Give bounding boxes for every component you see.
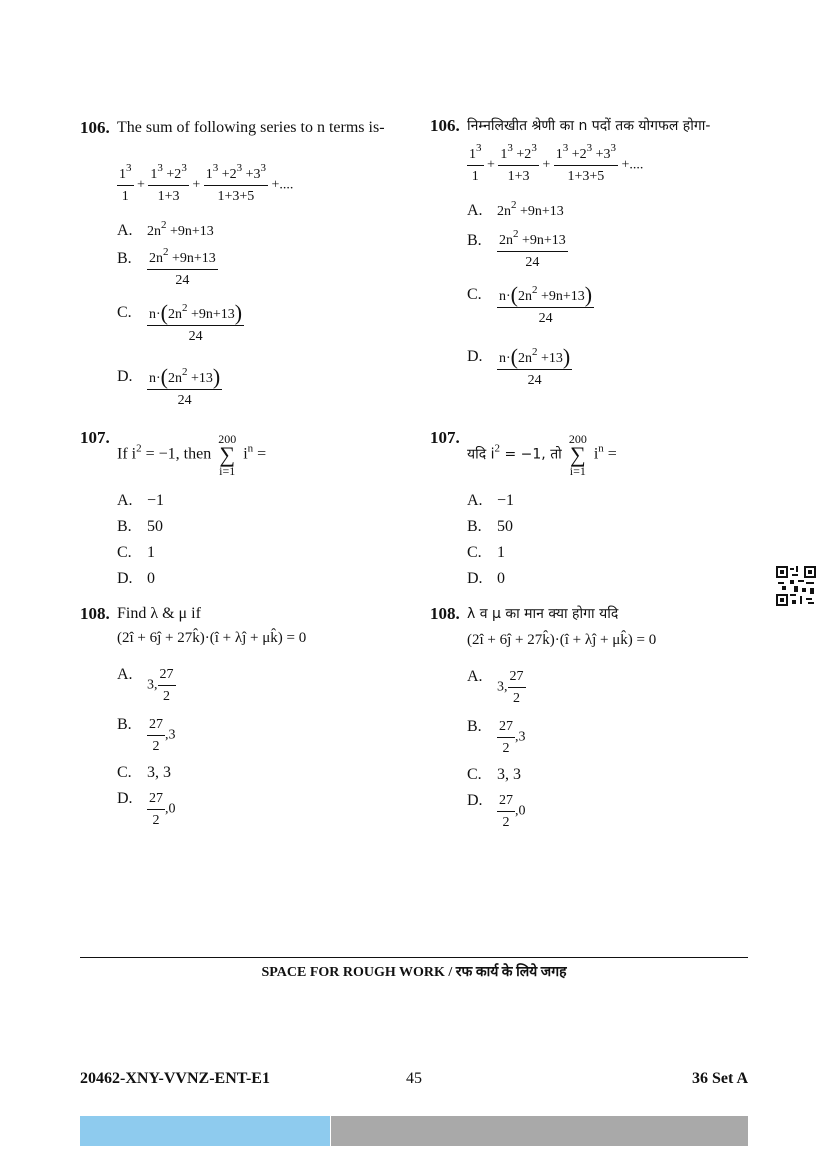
- footer-code: 20462-XNY-VVNZ-ENT-E1: [80, 1070, 270, 1087]
- question-stem: यदि $i^2 = -1$, तो 200 ∑ i=1 $i^n$ =: [467, 432, 617, 478]
- question-stem: Find λ & μ if: [117, 605, 201, 622]
- question-stem: निम्नलिखीत श्रेणी का n पदों तक योगफल होगा-: [467, 118, 711, 134]
- question-number: 106.: [80, 118, 110, 137]
- equation: (2î + 6ĵ + 27k̂)·(î + λĵ + μk̂) = 0: [467, 632, 657, 648]
- equation: (2î + 6ĵ + 27k̂)·(î + λĵ + μk̂) = 0: [117, 630, 307, 646]
- series-expression: $\frac{1^3}{1}$ + $\frac{1^3 +2^3}{1+3}$ + $\frac{1^3 +2^3 +3^3}{1+3+5}$ +....: [119, 162, 294, 204]
- question-number: 106.: [430, 116, 460, 135]
- question-107-hi: 107. यदि $i^2 = -1$, तो 200 ∑ i=1 $i^n$ = A. −1 B. 50 C. 1 D. 0: [430, 428, 617, 587]
- footer-set: 36 Set A: [692, 1070, 748, 1087]
- question-stem: If $i^2 = -1$, then 200 ∑ i=1 $i^n$ =: [117, 432, 267, 478]
- question-106-en: 106. The sum of following series to n terms is- $\frac{1^3}{1}$ + $\frac{1^3 +2^3}{1+3}$ + $\frac{1^3 +2^3 +3^3}{1+3+5}$ +.... A. $2n^2 +9n+13$ B. $\frac{2n^2 +9n+13}{24}$ C. $\frac{n\cdot(2n^2 +9n+13)}{24}$ D. $\frac{n\cdot(2n^2 +13)}{24}$: [80, 118, 410, 418]
- rough-work-label: SPACE FOR ROUGH WORK / रफ कार्य के लिये जगह: [261, 965, 567, 980]
- question-106-hi: 106. निम्नलिखीत श्रेणी का n पदों तक योगफल होगा- $\frac{1^3}{1}$ + $\frac{1^3 +2^3}{1+3}$ + $\frac{1^3 +2^3 +3^3}{1+3+5}$ +.... A. $2n^2 +9n+13$ B. $\frac{2n^2 +9n+13}{24}$ C. $\frac{n\cdot(2n^2 +9n+13)}{24}$ D. $\frac{n\cdot(2n^2 +13)}{24}$: [430, 116, 711, 388]
- qr-code-icon: [776, 566, 816, 606]
- question-stem: λ व μ का मान क्या होगा यदि: [467, 606, 619, 622]
- question-stem: The sum of following series to n terms is-: [117, 119, 385, 136]
- page-number: 45: [406, 1070, 422, 1087]
- footer-bar-gray: [331, 1116, 748, 1146]
- question-number: 107.: [430, 428, 460, 447]
- series-expression: $\frac{1^3}{1}$ + $\frac{1^3 +2^3}{1+3}$ + $\frac{1^3 +2^3 +3^3}{1+3+5}$ +....: [469, 142, 644, 184]
- rough-work-divider: [80, 957, 748, 958]
- question-number: 108.: [80, 604, 110, 623]
- question-108-en: 108. Find λ & μ if (2î + 6ĵ + 27k̂)·(î + λĵ + μk̂) = 0 A. 3, $\frac{27}{2}$ B. $\frac{27}{2}$ ,3 C. 3, 3 D. $\frac{27}{2}$ ,0: [80, 604, 307, 828]
- footer-bar-blue: [80, 1116, 330, 1146]
- question-107-en: 107. If $i^2 = -1$, then 200 ∑ i=1 $i^n$ = A. −1 B. 50 C. 1 D. 0: [80, 428, 267, 587]
- question-number: 108.: [430, 604, 460, 623]
- question-number: 107.: [80, 428, 110, 447]
- question-108-hi: 108. λ व μ का मान क्या होगा यदि (2î + 6ĵ + 27k̂)·(î + λĵ + μk̂) = 0 A. 3, $\frac{27}{2}$ B. $\frac{27}{2}$ ,3 C. 3, 3 D. $\frac{27}{2}$ ,0: [430, 604, 657, 830]
